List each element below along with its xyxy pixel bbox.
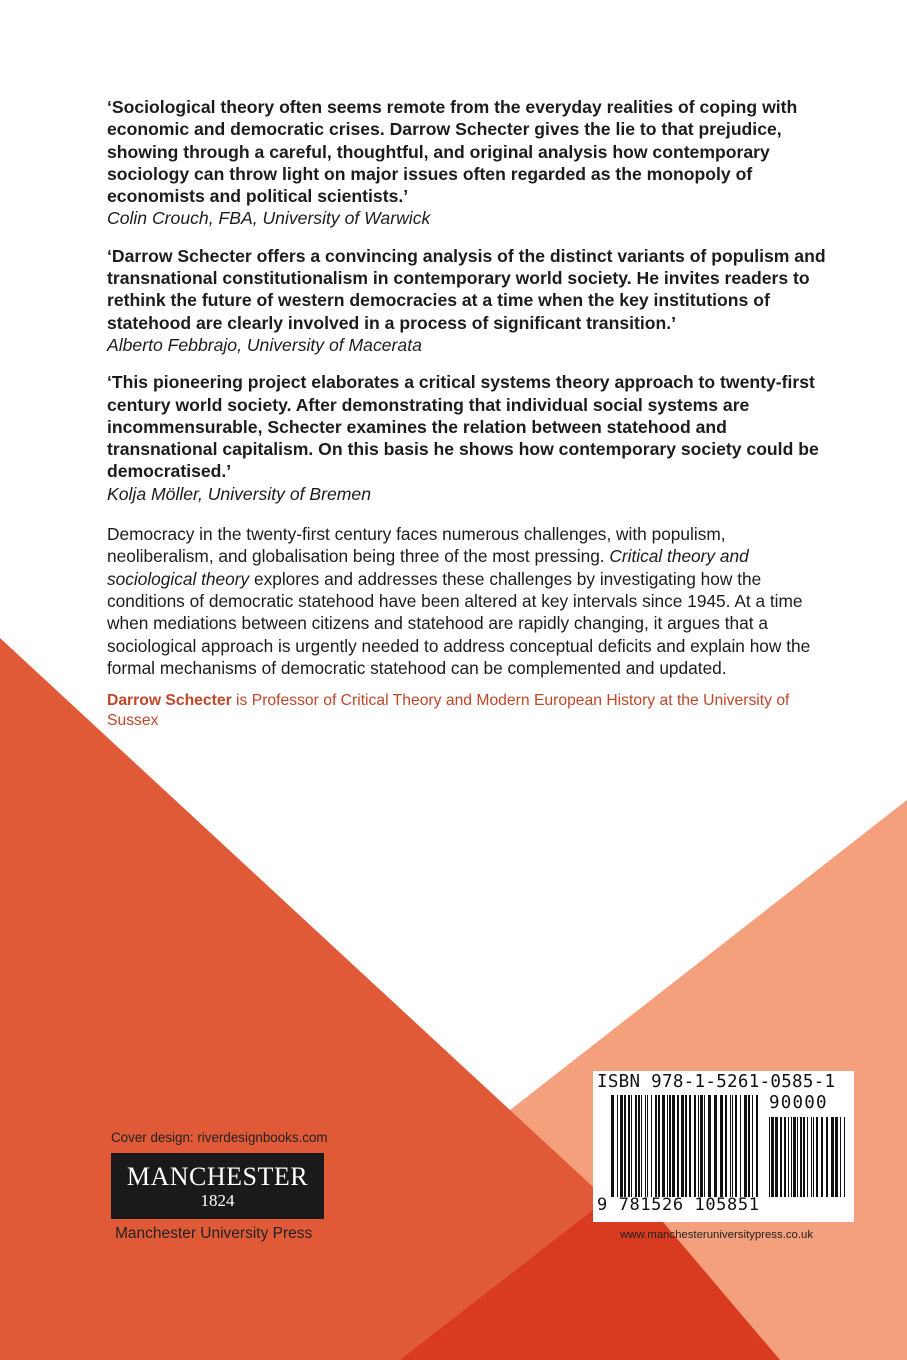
barcode-bar <box>826 1117 828 1197</box>
quote-text: ‘This pioneering project elaborates a critical systems theory approach to twenty-first century world society. After demonstrating that individual social systems are incommensurable, Schecter examines the relation between statehood and transnational capitalism. On this basis he shows how contemporary society could be democratised.’ <box>107 372 819 482</box>
quote-text: ‘Sociological theory often seems remote from the everyday realities of coping with economic and democratic crises. Darrow Schecter gives the lie to that prejudice, showing through a careful, thoughtful, and original analysis how contemporary sociology can throw light on major issues often regarded as the monopoly of economists and political scientists.’ <box>107 97 798 207</box>
barcode-bar <box>821 1117 823 1197</box>
barcode-bar <box>720 1095 723 1197</box>
barcode-bar <box>704 1095 705 1197</box>
barcode-bar <box>791 1117 792 1197</box>
barcode-bar <box>784 1117 786 1197</box>
endorsement-quote <box>107 371 827 505</box>
publisher-name: Manchester University Press <box>115 1225 313 1242</box>
isbn-label: ISBN 978-1-5261-0585-1 <box>597 1072 836 1092</box>
barcode-bar <box>835 1117 838 1197</box>
barcode-bar <box>803 1117 805 1197</box>
barcode-bar <box>744 1095 747 1197</box>
barcode-bar <box>775 1117 778 1197</box>
ean-digits: 9 781526 105851 <box>597 1195 760 1215</box>
barcode-bar <box>771 1117 774 1197</box>
barcode-bar <box>617 1095 618 1197</box>
barcode-bar <box>807 1117 808 1197</box>
back-cover-text <box>107 96 827 731</box>
barcode-bars <box>611 1095 761 1197</box>
barcode-bar <box>698 1095 699 1197</box>
book-title-italic: Critical theory and sociological theory <box>107 546 749 589</box>
barcode-bar <box>730 1095 731 1197</box>
barcode-bar <box>752 1095 753 1197</box>
barcode-bar <box>681 1095 684 1197</box>
barcode-bar <box>685 1095 687 1197</box>
barcode-bar <box>624 1095 626 1197</box>
author-bio <box>107 691 827 731</box>
barcode-bar <box>769 1117 770 1197</box>
barcode-bar <box>725 1095 727 1197</box>
barcode-bar <box>662 1095 665 1197</box>
logo-name: MANCHESTER <box>126 1162 309 1191</box>
barcode-bar <box>831 1117 834 1197</box>
quote-attribution: Colin Crouch, FBA, University of Warwick <box>107 208 431 229</box>
barcode-bar <box>677 1095 679 1197</box>
quote-attribution: Alberto Febbrajo, University of Macerata <box>107 334 422 355</box>
description-part-1: Democracy in the twenty-first century faces numerous challenges, with populism, neoliberalism, and globalisation being three of the most pressing. <box>107 524 726 567</box>
barcode-bar <box>735 1095 737 1197</box>
quote-text: ‘Darrow Schecter offers a convincing analysis of the distinct variants of populism and transnational constitutionalism in contemporary world society. He invites readers to rethink the future of western democracies at a time when the key institutions of statehood are clearly involved in a process of significant transition.’ <box>107 245 826 333</box>
publisher-url: www.manchesteruniversitypress.co.uk <box>620 1229 814 1241</box>
barcode-bar <box>635 1095 637 1197</box>
barcode-bar <box>611 1095 614 1197</box>
barcode-bar <box>780 1117 782 1197</box>
barcode-bar <box>788 1117 789 1197</box>
barcode-bar <box>651 1095 652 1197</box>
barcode-bar <box>748 1095 750 1197</box>
barcode-bar <box>669 1095 671 1197</box>
logo-year: 1824 <box>200 1191 235 1210</box>
quote-attribution: Kolja Möller, University of Bremen <box>107 483 372 504</box>
barcode-bar <box>732 1095 733 1197</box>
barcode-bar <box>689 1095 691 1197</box>
publisher-logo <box>111 1153 324 1219</box>
endorsement-quote <box>107 245 827 356</box>
barcode-bar <box>708 1095 711 1197</box>
cover-design-credit: Cover design: riverdesignbooks.com <box>111 1130 328 1145</box>
barcode-bar <box>740 1095 741 1197</box>
author-bio-text: is Professor of Critical Theory and Modern European History at the University of Sussex <box>107 692 790 730</box>
description-part-2: explores and addresses these challenges by investigating how the conditions of democratic statehood have been altered at key intervals since 1945. At a time when mediations between citizens and statehood are rapidly changing, it argues that a sociological approach is urgently needed to address conceptual deficits and explain how the formal mechanisms of democratic statehood can be complemented and updated. <box>107 568 811 678</box>
barcode-bar <box>647 1095 648 1197</box>
barcode-bar <box>811 1117 812 1197</box>
barcode-bar <box>620 1095 623 1197</box>
barcode-bar <box>816 1117 818 1197</box>
barcode-bar <box>694 1095 696 1197</box>
barcode-bar <box>638 1095 640 1197</box>
barcode-bar <box>756 1095 758 1197</box>
barcode-bar <box>797 1117 798 1197</box>
price-code: 90000 <box>769 1093 828 1113</box>
barcode-bar <box>793 1117 796 1197</box>
barcode-bar <box>700 1095 703 1197</box>
isbn-barcode <box>593 1071 854 1222</box>
author-name: Darrow Schecter <box>107 692 232 710</box>
barcode-bar <box>658 1095 660 1197</box>
barcode-bar <box>645 1095 646 1197</box>
barcode-bar <box>655 1095 657 1197</box>
barcode-bar <box>813 1117 814 1197</box>
barcode-addon-bars <box>769 1117 847 1197</box>
barcode-bar <box>844 1117 845 1197</box>
barcode-bar <box>800 1117 802 1197</box>
book-description <box>107 523 827 679</box>
barcode-bar <box>628 1095 630 1197</box>
endorsement-quote <box>107 96 827 230</box>
barcode-bar <box>667 1095 668 1197</box>
barcode-bar <box>672 1095 675 1197</box>
barcode-bar <box>631 1095 632 1197</box>
barcode-bar <box>641 1095 642 1197</box>
barcode-bar <box>714 1095 717 1197</box>
barcode-bar <box>840 1117 841 1197</box>
